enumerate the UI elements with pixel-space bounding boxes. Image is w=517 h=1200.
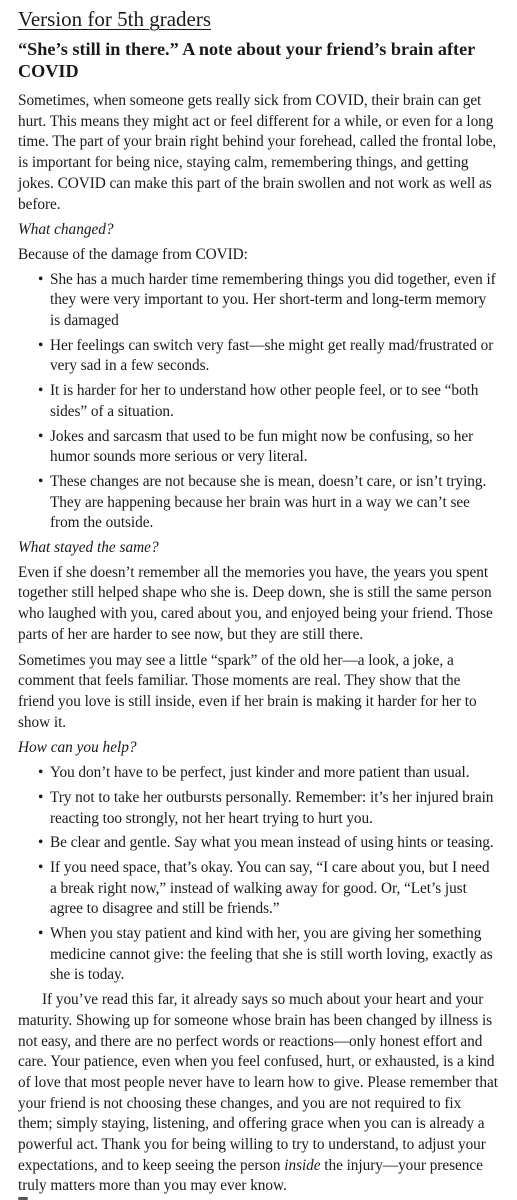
list-item — [18, 788, 499, 829]
list-item-text: It is harder for her to understand how other people feel, or to see “both sides” of a situation. — [50, 382, 479, 420]
list-item — [18, 336, 499, 377]
list-item-text: Jokes and sarcasm that used to be fun might now be confusing, so her humor sounds more serious or very literal. — [50, 427, 474, 466]
list-item-text: These changes are not because she is mean, doesn’t care, or isn’t trying. They are happening because her brain was hurt in a way we can’t see from the outside. — [50, 472, 487, 532]
section-heading-how-can-you-help: How can you help? — [18, 739, 137, 757]
bullet-icon: • — [38, 270, 44, 288]
closing-text-part-2: the injury—your presence truly matters more than you may ever know. — [18, 1156, 483, 1195]
same-paragraph-2: Sometimes you may see a little “spark” of the old her—a look, a joke, a comment that feels familiar. Those moments are real. They show that the friend you love is still inside, even if her brain is making it harder for her to show it. — [18, 651, 477, 731]
closing-paragraph — [18, 990, 499, 1197]
intro-paragraph: Sometimes, when someone gets really sick from COVID, their brain can get hurt. This means they might act or feel different for a while, or even for a long time. The part of your brain right behind your forehead, called the frontal lobe, is important for being nice, staying calm, remembering things, and getting jokes. COVID can make this part of the brain swollen and not work as well as before. — [18, 92, 497, 213]
changed-lead: Because of the damage from COVID: — [18, 245, 248, 263]
list-item — [18, 763, 499, 784]
list-item-text: She has a much harder time remembering things you did together, even if they were very important to you. Her short-term and long-term memory is damaged — [50, 270, 496, 330]
bullet-icon: • — [38, 427, 44, 445]
list-item — [18, 833, 499, 854]
list-item-text: Be clear and gentle. Say what you mean instead of using hints or teasing. — [50, 834, 494, 852]
list-item-text: Try not to take her outbursts personally. Remember: it’s her injured brain reacting too strongly, not her heart trying to hurt you. — [50, 788, 494, 827]
bullet-icon: • — [38, 925, 44, 943]
list-item-text: You don’t have to be perfect, just kinder and more patient than usual. — [50, 764, 470, 782]
bullet-icon: • — [38, 382, 44, 400]
list-item — [18, 270, 499, 332]
same-paragraph-1: Even if she doesn’t remember all the memories you have, the years you spent together still helped shape who she is. Deep down, she is still the same person who laughed with you, cared about you, and enjoyed being your friend. Those parts of her are harder to see now, but they are still there. — [18, 563, 493, 643]
bullet-icon: • — [38, 788, 44, 806]
bullet-icon: • — [38, 858, 44, 876]
bullet-icon: • — [38, 764, 44, 782]
list-item — [18, 924, 499, 986]
bullet-icon: • — [38, 834, 44, 852]
bullet-icon: • — [38, 336, 44, 354]
section-heading-what-stayed-same: What stayed the same? — [18, 539, 159, 557]
closing-text-part-1: If you’ve read this far, it already says so much about your heart and your maturity. Showing up for someone whose brain has been changed by illness is not easy, and there are no perfect words or reactions—only honest effort and care. Your patience, even when you feel confused, hurt, or exhausted, is a kind of love that most people never have to learn how to give. Please remember that your friend is not choosing these changes, and you are not required to fix them; simply staying, listening, and offering grace when you can is already a powerful act. Thank you for being willing to try to understand, to adjust your expectations, and to keep seeing the person — [18, 991, 498, 1174]
closing-emphasis: inside — [284, 1156, 321, 1174]
list-item-text: If you need space, that’s okay. You can say, “I care about you, but I need a break right now,” instead of walking away for good. Or, “Let’s just agree to disagree and still be friends.” — [50, 858, 490, 918]
list-item — [18, 381, 499, 422]
list-item — [18, 427, 499, 468]
changed-list — [18, 270, 499, 534]
list-item — [18, 858, 499, 920]
list-item-text: When you stay patient and kind with her, you are giving her something medicine cannot give: the feeling that she is still worth loving, exactly as she is today. — [50, 925, 493, 984]
section-heading-what-changed: What changed? — [18, 221, 114, 239]
list-item-text: Her feelings can switch very fast—she might get really mad/frustrated or very sad in a few seconds. — [50, 336, 494, 375]
document-title: “She’s still in there.” A note about your friend’s brain after COVID — [18, 39, 475, 81]
bullet-icon: • — [38, 472, 44, 490]
version-label: Version for 5th graders — [18, 7, 212, 31]
help-list — [18, 763, 499, 986]
list-item — [18, 472, 499, 534]
